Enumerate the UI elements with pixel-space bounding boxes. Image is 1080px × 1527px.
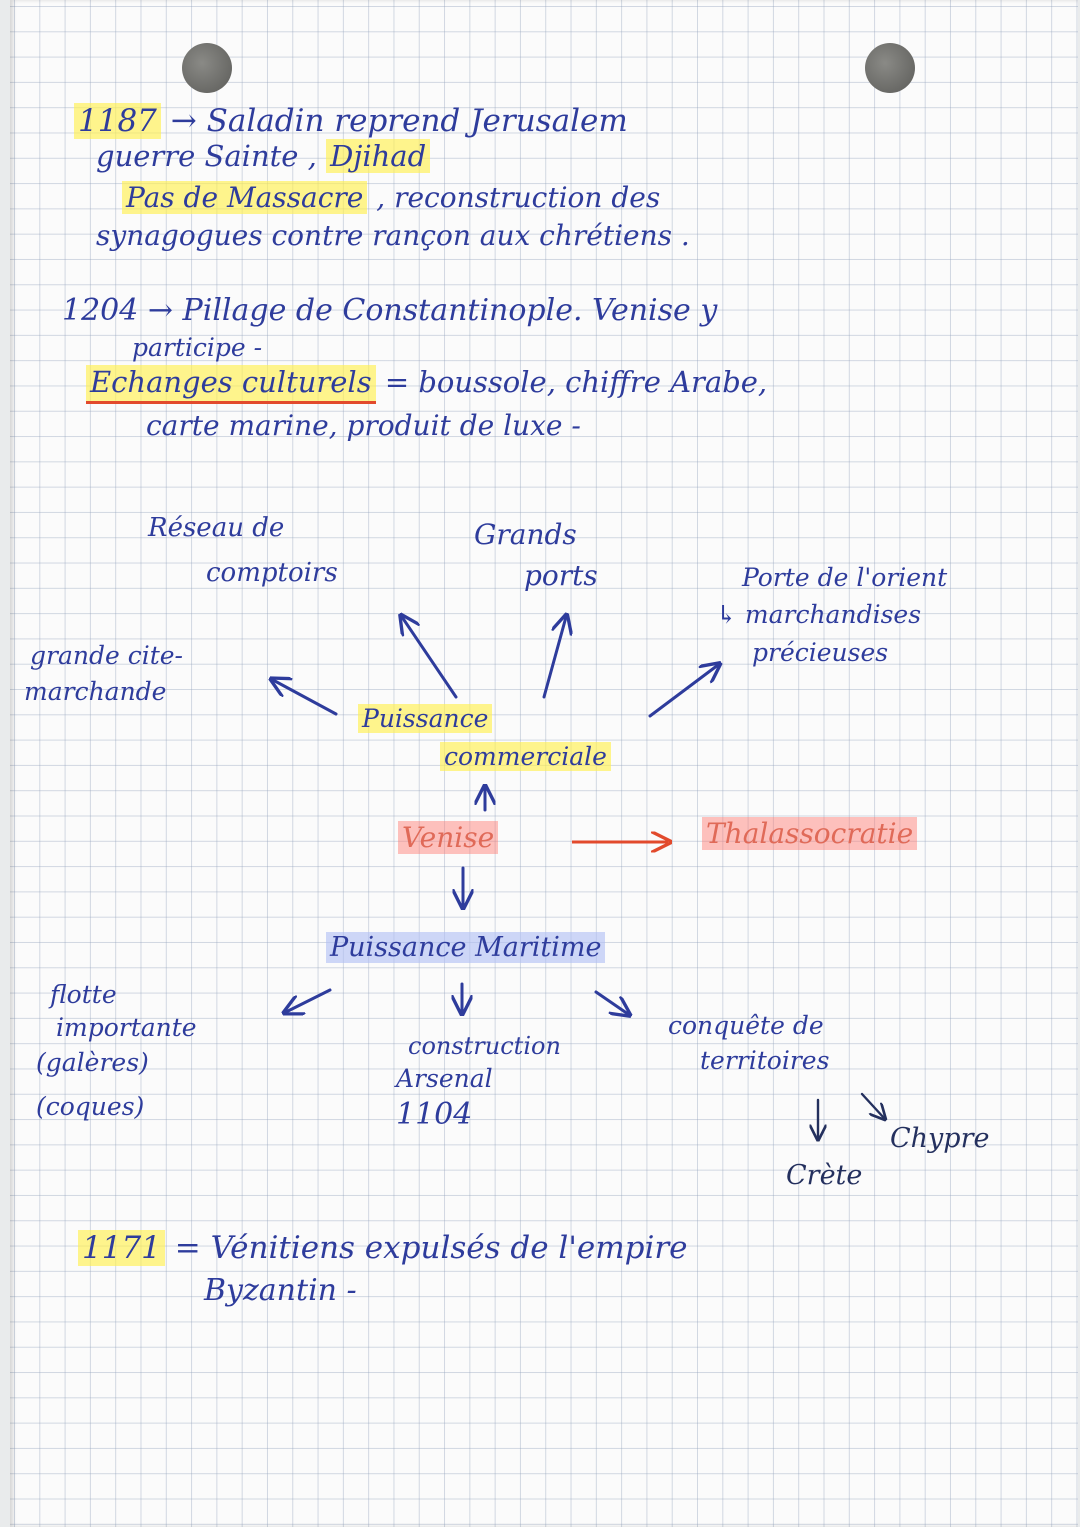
flotte-line3: (galères) xyxy=(36,1048,149,1077)
year-1171: 1171 xyxy=(78,1230,165,1266)
note-1204-line2: participe - xyxy=(132,333,263,362)
flotte-line2: importante xyxy=(56,1013,197,1042)
arrow-to-flotte xyxy=(286,990,330,1012)
porte-label-line3: précieuses xyxy=(752,638,889,667)
note-1204-line4: carte marine, produit de luxe - xyxy=(146,409,581,442)
note-1187-text-c2: , reconstruction des xyxy=(376,181,661,214)
grands-label-line1: Grands xyxy=(474,518,577,551)
puissance-highlight: Puissance xyxy=(358,704,492,733)
commerciale-highlight: commerciale xyxy=(440,742,611,771)
conquete-line2: territoires xyxy=(700,1046,830,1075)
note-1187-line4: synagogues contre rançon aux chrétiens . xyxy=(96,219,690,252)
chypre-label: Chypre xyxy=(890,1123,990,1154)
construction-line1: construction xyxy=(408,1032,561,1060)
arrow-to-porte-orient xyxy=(650,665,718,716)
arrow-to-grands-ports xyxy=(544,617,566,697)
year-1187: 1187 xyxy=(74,103,161,139)
reseau-label-line1: Réseau de xyxy=(148,513,285,543)
arrow-to-grande-cite xyxy=(273,680,336,714)
note-1187-text-a: → Saladin reprend Jerusalem xyxy=(170,103,628,139)
construction-line3: 1104 xyxy=(396,1097,473,1132)
construction-line2: Arsenal xyxy=(396,1064,493,1093)
note-1187-text-b1: guerre Sainte , xyxy=(96,139,317,173)
grande-cite-label-line1: grande cite- xyxy=(30,641,183,670)
thalassocratie-highlight: Thalassocratie xyxy=(702,817,917,850)
grande-cite-label-line2: marchande xyxy=(24,677,167,706)
arrow-to-chypre xyxy=(862,1094,884,1118)
porte-label-line1: Porte de l'orient xyxy=(742,563,948,592)
note-1204-text-c2: = boussole, chiffre Arabe, xyxy=(384,365,768,399)
note-1204-line1: 1204 → Pillage de Constantinople. Venise y xyxy=(62,293,718,328)
puissance-maritime-highlight: Puissance Maritime xyxy=(326,932,605,963)
note-1171-line2: Byzantin - xyxy=(204,1273,357,1308)
massacre-highlight: Pas de Massacre xyxy=(122,181,367,214)
grands-label-line2: ports xyxy=(524,559,598,592)
venise-highlight: Venise xyxy=(398,821,498,854)
arrow-to-conquete xyxy=(596,992,628,1014)
reseau-label-line2: comptoirs xyxy=(206,558,338,588)
echanges-culturels-highlight: Echanges culturels xyxy=(86,365,376,404)
djihad-highlight: Djihad xyxy=(326,139,430,173)
arrow-to-reseau xyxy=(402,617,456,697)
flotte-line4: (coques) xyxy=(36,1092,145,1121)
flotte-line1: flotte xyxy=(50,980,117,1009)
porte-label-line2: ↳ marchandises xyxy=(716,600,922,629)
note-1171-text-a: = Vénitiens expulsés de l'empire xyxy=(174,1230,688,1266)
crete-label: Crète xyxy=(786,1160,863,1191)
conquete-line1: conquête de xyxy=(668,1011,824,1040)
